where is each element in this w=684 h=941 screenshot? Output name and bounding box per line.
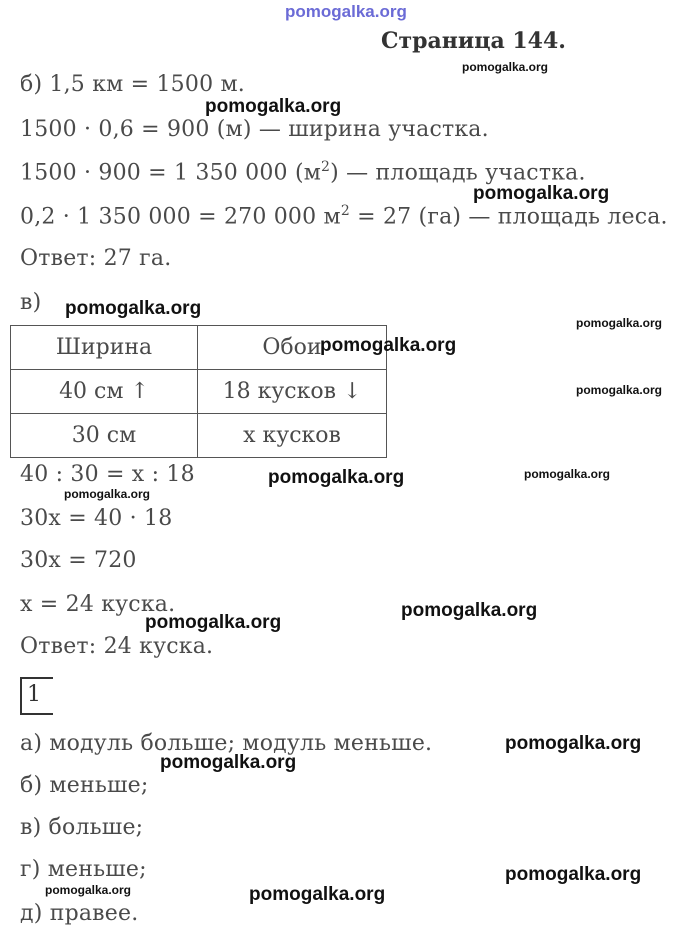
table-row [11,370,387,414]
answer-line: Ответ: 27 га. [20,246,172,271]
part-label: в) [20,290,42,315]
watermark: pomogalka.org [205,96,342,117]
watermark: pomogalka.org [65,298,202,319]
text-line [20,203,668,229]
text-line: д) правее. [20,901,139,926]
watermark: pomogalka.org [505,733,642,754]
equation-line: x = 24 куска. [20,592,176,617]
table-cell: Ширина [11,326,198,370]
text-part: 1500 · 900 = 1 350 000 (м [20,160,322,186]
text-part: = 27 (га) — площадь леса. [349,204,668,230]
table-cell: x кусков [198,414,387,458]
watermark: pomogalka.org [320,335,457,356]
table-cell: Обои [198,326,387,370]
superscript: 2 [321,159,331,175]
equation-line: 30x = 720 [20,548,137,573]
text-line [20,159,586,185]
table-row [11,414,387,458]
text-part: 0,2 · 1 350 000 = 270 000 м [20,204,341,230]
table-cell: 40 см ↑ [11,370,198,414]
watermark: pomogalka.org [145,612,282,633]
watermark: pomogalka.org [64,487,151,501]
watermark: pomogalka.org [401,600,538,621]
watermark: pomogalka.org [576,316,663,330]
watermark: pomogalka.org [160,752,297,773]
watermark: pomogalka.org [524,467,611,481]
watermark: pomogalka.org [249,884,386,905]
watermark: pomogalka.org [462,60,549,74]
text-line: б) 1,5 км = 1500 м. [20,72,245,97]
table-cell: 18 кусков ↓ [198,370,387,414]
watermark-top: pomogalka.org [285,2,407,21]
text-line: 1500 · 0,6 = 900 (м) — ширина участка. [20,117,489,142]
superscript: 2 [340,203,350,219]
table-cell: 30 см [11,414,198,458]
page-title: Страница 144. [381,28,566,54]
watermark: pomogalka.org [268,467,405,488]
equation-line: 30x = 40 · 18 [20,506,173,531]
text-line: в) больше; [20,815,144,840]
text-part: ) — площадь участка. [330,160,586,186]
text-line: а) модуль больше; модуль меньше. [20,731,433,756]
text-line: б) меньше; [20,773,149,798]
watermark: pomogalka.org [576,383,663,397]
watermark: pomogalka.org [45,883,132,897]
watermark: pomogalka.org [473,183,610,204]
watermark: pomogalka.org [505,864,642,885]
task-number: 1 [20,677,53,715]
answer-line: Ответ: 24 куска. [20,634,214,659]
text-line: г) меньше; [20,857,147,882]
equation-line: 40 : 30 = x : 18 [20,462,195,487]
